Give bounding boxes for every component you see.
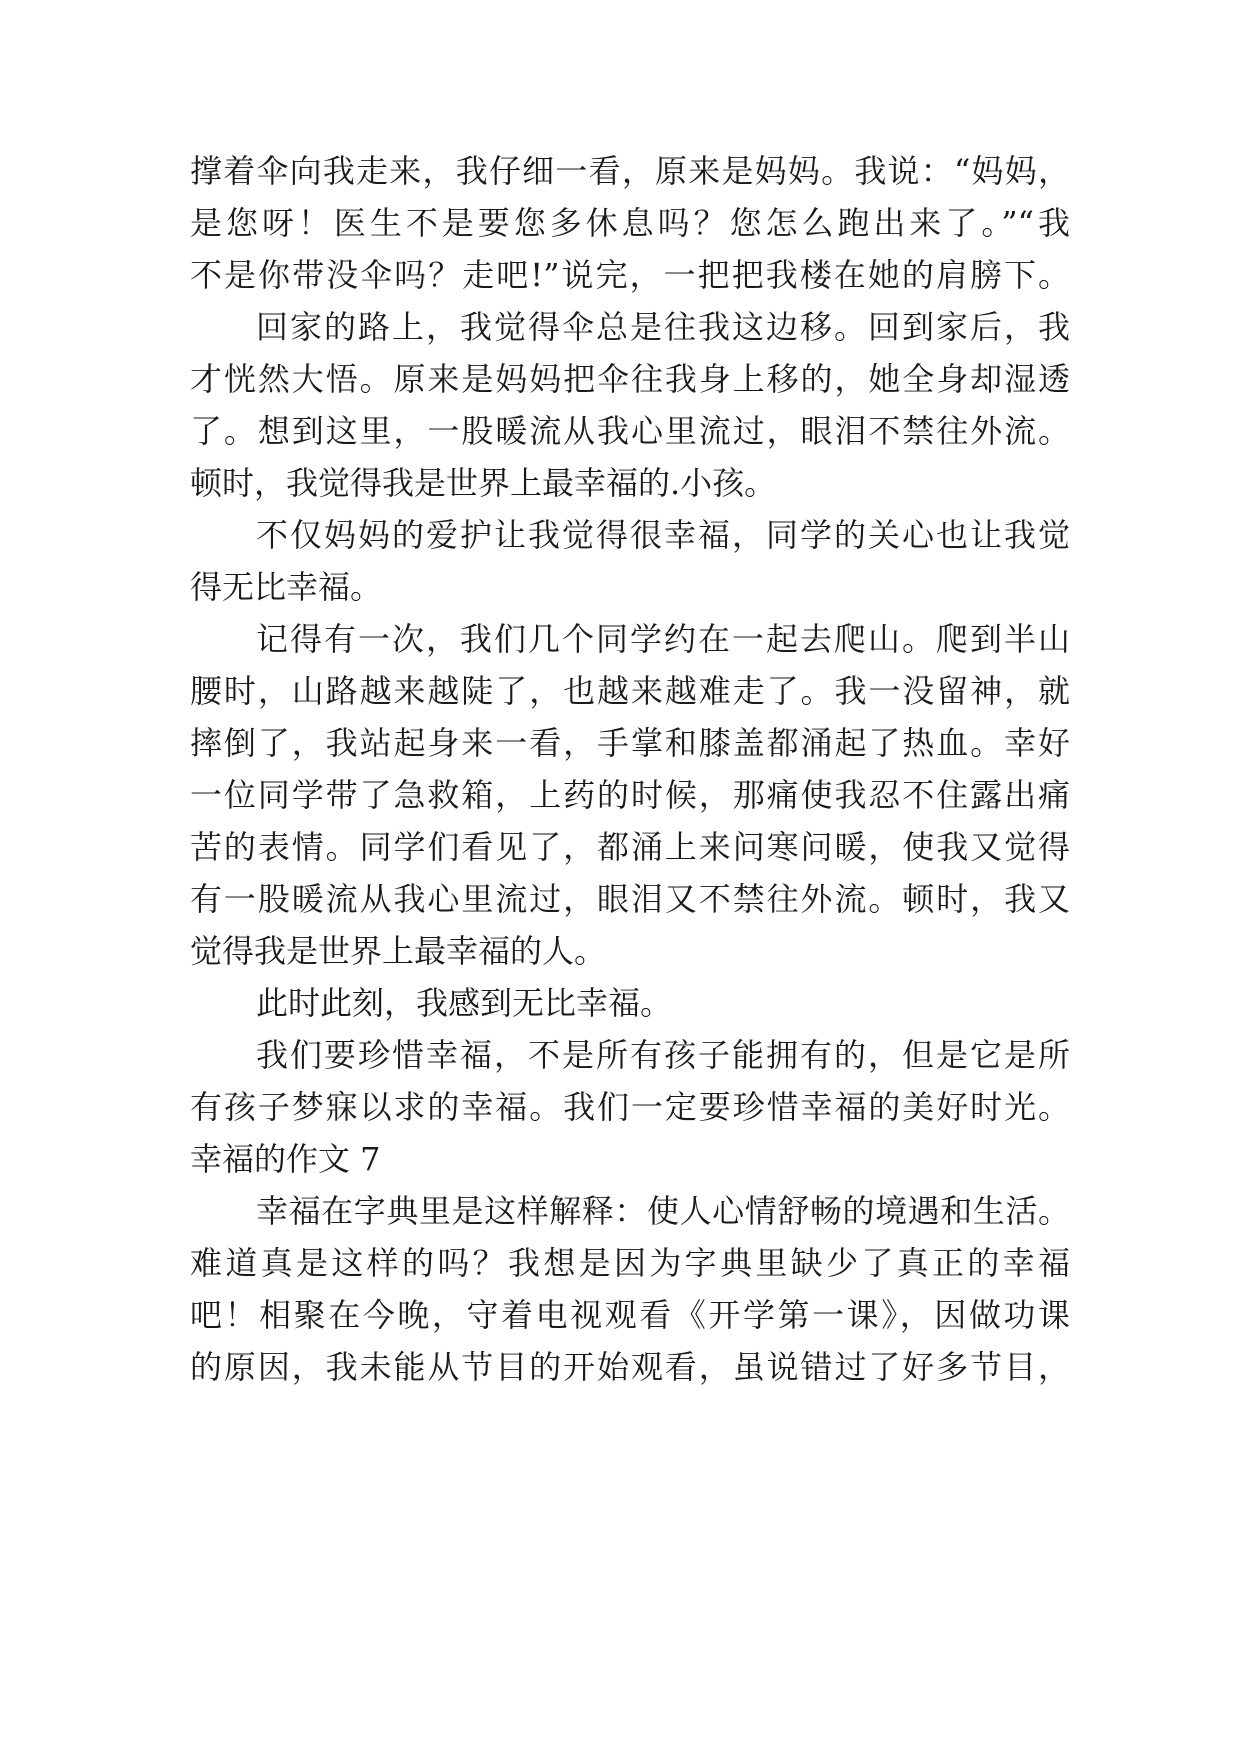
text-line: 不仅妈妈的爱护让我觉得很幸福，同学的关心也让我觉 [256,516,1070,554]
text-line: 有孩子梦寐以求的幸福。我们一定要珍惜幸福的美好时光。 [190,1088,1070,1126]
text-line: 吧！相聚在今晚，守着电视观看《开学第一课》，因做功课 [190,1296,1070,1334]
text-line: 的原因，我未能从节目的开始观看，虽说错过了好多节目， [190,1348,1070,1386]
text-line: 回家的路上，我觉得伞总是往我这边移。回到家后，我 [256,308,1070,346]
text-line: 一位同学带了急救箱，上药的时候，那痛使我忍不住露出痛 [190,776,1070,814]
text-line: 腰时，山路越来越陡了，也越来越难走了。我一没留神，就 [190,672,1070,710]
text-line: 难道真是这样的吗？我想是因为字典里缺少了真正的幸福 [190,1244,1070,1282]
text-line: 有一股暖流从我心里流过，眼泪又不禁往外流。顿时，我又 [190,880,1070,918]
text-line: 才恍然大悟。原来是妈妈把伞往我身上移的，她全身却湿透 [190,360,1070,398]
text-line: 我们要珍惜幸福，不是所有孩子能拥有的，但是它是所 [256,1036,1070,1074]
text-line: 撑着伞向我走来，我仔细一看，原来是妈妈。我说：“妈妈， [190,152,1070,190]
text-line: 得无比幸福。 [190,568,383,606]
text-line: 苦的表情。同学们看见了，都涌上来问寒问暖，使我又觉得 [190,828,1070,866]
text-line: 顿时，我觉得我是世界上最幸福的.小孩。 [190,464,777,502]
text-line: 此时此刻，我感到无比幸福。 [256,984,673,1022]
text-line: 了。想到这里，一股暖流从我心里流过，眼泪不禁往外流。 [190,412,1070,450]
text-line: 记得有一次，我们几个同学约在一起去爬山。爬到半山 [256,620,1070,658]
text-line: 是您呀！医生不是要您多休息吗？您怎么跑出来了。”“我 [190,204,1070,242]
text-line: 幸福在字典里是这样解释：使人心情舒畅的境遇和生活。 [256,1192,1070,1230]
text-line: 不是你带没伞吗？走吧!”说完，一把把我楼在她的肩膀下。 [190,256,1070,294]
text-line: 摔倒了，我站起身来一看，手掌和膝盖都涌起了热血。幸好 [190,724,1070,762]
section-heading: 幸福的作文 7 [190,1140,381,1178]
text-line: 觉得我是世界上最幸福的人。 [190,932,607,970]
